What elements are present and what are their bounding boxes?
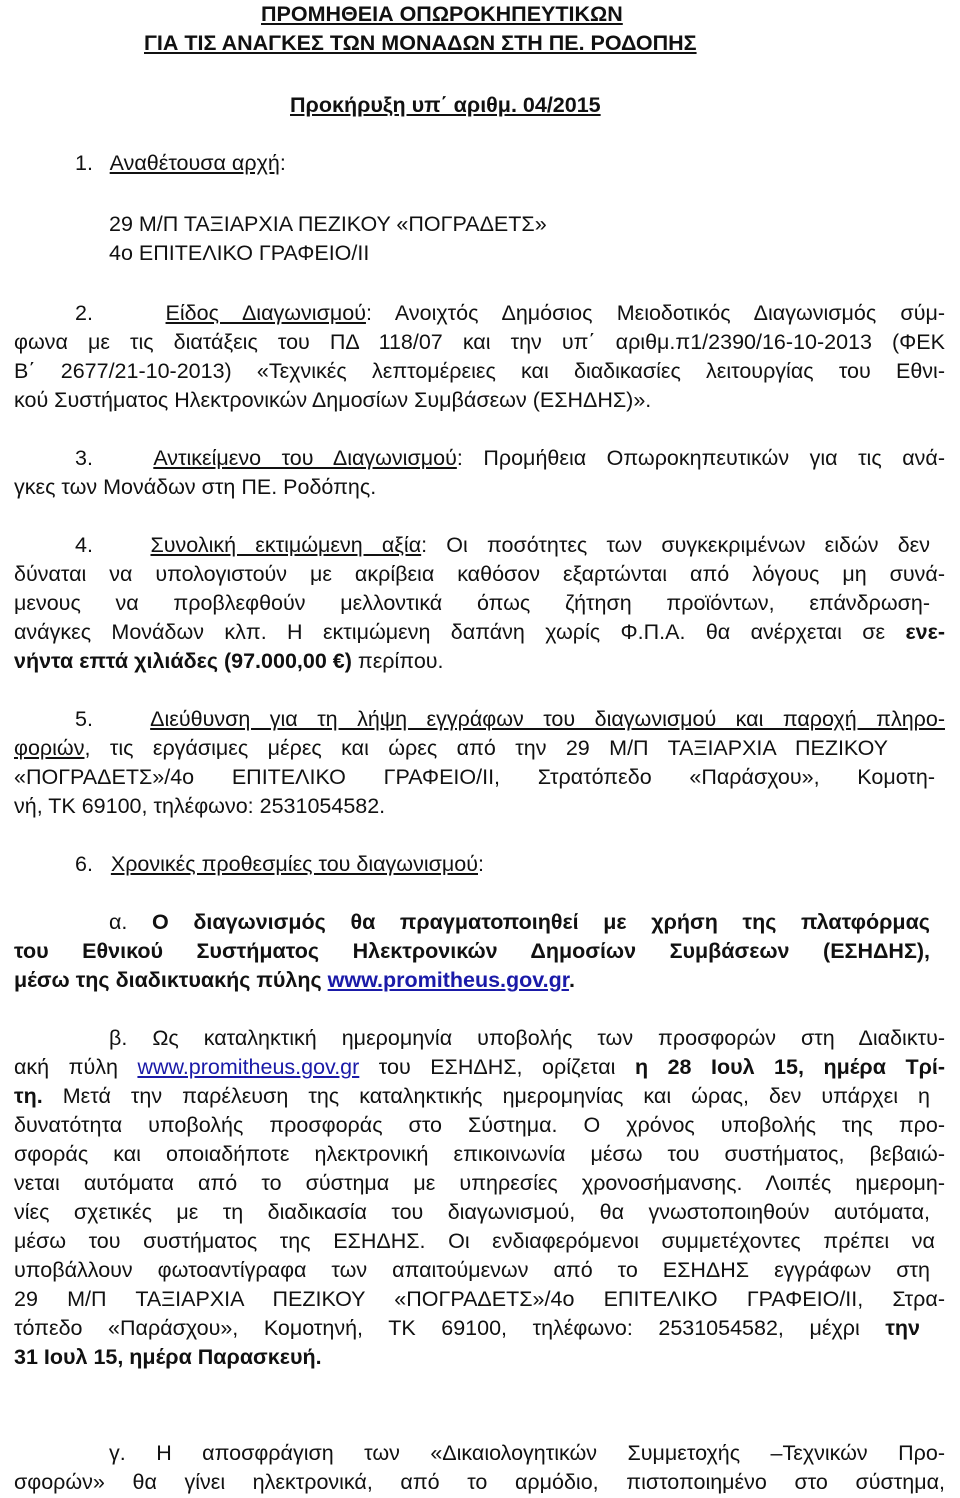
section-2-line3: Β΄ 2677/21-10-2013) «Τεχνικές λεπτομέρειες και διαδικασίες λειτουργίας του Εθνι- <box>14 359 945 383</box>
section-6b-line5: σφοράς και οποιαδήποτε ηλεκτρονική επικοινωνία μέσω του συστήματος, βεβαιώ- <box>14 1142 945 1166</box>
section-5-line4: νή, ΤΚ 69100, τηλέφωνο: 2531054582. <box>14 794 386 818</box>
section-5-heading-cont: φοριών <box>14 736 85 760</box>
section-6b-line8: μέσω του συστήματος της ΕΣΗΔΗΣ. Οι ενδιαφερόμενοι συμμετέχοντες πρέπει να <box>14 1229 935 1253</box>
section-4-line4 <box>14 619 945 645</box>
submission-date-start: την <box>885 1316 920 1340</box>
notice-number: Προκήρυξη υπ΄ αριθμ. 04/2015 <box>290 93 601 117</box>
section-5-heading: Διεύθυνση για τη λήψη εγγράφων του διαγωνισμού και παροχή πληρο- <box>150 707 945 731</box>
section-3-text: : Προμήθεια Οπωροκηπευτικών για τις ανά- <box>456 446 945 470</box>
section-1-heading: Αναθέτουσα αρχή <box>109 151 280 175</box>
section-4-heading: Συνολική εκτιμώμενη αξία <box>150 533 422 557</box>
section-6c-line1 <box>109 1440 945 1466</box>
section-2-heading: Είδος Διαγωνισμού <box>165 301 366 325</box>
section-6a-label: α. <box>109 910 128 934</box>
authority-office: 4ο ΕΠΙΤΕΛΙΚΟ ΓΡΑΦΕΙΟ/ΙΙ <box>109 241 370 265</box>
section-4-amount: νήντα επτά χιλιάδες (97.000,00 €) <box>14 649 352 673</box>
section-6b-line6: νεται αυτόματα από το σύστημα με υπηρεσίες χρονοσήμανσης. Λοιπές ημερομη- <box>14 1171 945 1195</box>
section-3-line2: γκες των Μονάδων στη ΠΕ. Ροδόπης. <box>14 475 377 499</box>
section-5-text: , τις εργάσιμες μέρες και ώρες από την 29 Μ/Π ΤΑΞΙΑΡΧΙΑ ΠΕΖΙΚΟΥ <box>84 736 888 760</box>
section-6b-line10: 29 Μ/Π ΤΑΞΙΑΡΧΙΑ ΠΕΖΙΚΟΥ «ΠΟΓΡΑΔΕΤΣ»/4ο ΕΠΙΤΕΛΙΚΟ ΓΡΑΦΕΙΟ/ΙΙ, Στρα- <box>14 1287 945 1311</box>
section-6-number: 6. <box>75 852 93 876</box>
section-6b-text2b: του ΕΣΗΔΗΣ, ορίζεται <box>359 1055 635 1079</box>
section-6a-text1: Ο διαγωνισμός θα πραγματοποιηθεί με χρήση της πλατφόρμας <box>152 910 930 934</box>
section-5-line2 <box>14 735 888 761</box>
section-6a-line2: του Εθνικού Συστήματος Ηλεκτρονικών Δημοσίων Συμβάσεων (ΕΣΗΔΗΣ), <box>14 939 930 963</box>
section-3-number: 3. <box>75 446 93 470</box>
promitheus-link-bold[interactable]: www.promitheus.gov.gr <box>327 968 569 992</box>
section-6a-text3: μέσω της διαδικτυακής πύλης <box>14 968 328 992</box>
section-6b-text11: τόπεδο «Παράσχου», Κομοτηνή, ΤΚ 69100, τηλέφωνο: 2531054582, μέχρι <box>14 1316 886 1340</box>
authority-name: 29 Μ/Π ΤΑΞΙΑΡΧΙΑ ΠΕΖΙΚΟΥ «ΠΟΓΡΑΔΕΤΣ» <box>109 212 547 236</box>
section-6-heading: Χρονικές προθεσμίες του διαγωνισμού <box>110 852 478 876</box>
section-6c-label: γ. <box>109 1441 126 1465</box>
section-1-colon: : <box>279 151 286 175</box>
section-6b-line9: υποβάλλουν φωτοαντίγραφα των απαιτούμενων από το ΕΣΗΔΗΣ εγγράφων στη <box>14 1258 930 1282</box>
promitheus-link[interactable]: www.promitheus.gov.gr <box>137 1055 360 1079</box>
section-6a-line1 <box>109 909 930 935</box>
section-2-line2: φωνα με τις διατάξεις του ΠΔ 118/07 και την υπ΄ αριθμ.π1/2390/16-10-2013 (ΦΕΚ <box>14 330 945 354</box>
section-3-heading: Αντικείμενο του Διαγωνισμού <box>153 446 457 470</box>
section-6b-line11 <box>14 1315 920 1341</box>
section-6b-line2 <box>14 1054 945 1080</box>
section-6b-text3: Μετά την παρέλευση της καταληκτικής ημερομηνίας και ώρας, δεν υπάρχει η <box>42 1084 930 1108</box>
section-4-line5 <box>14 648 444 674</box>
section-6-colon: : <box>478 852 484 876</box>
section-6 <box>75 851 484 877</box>
section-6b-text2a: ακή πύλη <box>14 1055 138 1079</box>
section-5-line3: «ΠΟΓΡΑΔΕΤΣ»/4ο ΕΠΙΤΕΛΙΚΟ ΓΡΑΦΕΙΟ/ΙΙ, Στρατόπεδο «Παράσχου», Κομοτη- <box>14 765 935 789</box>
section-6b-line7: νίες σχετικές με τη διαδικασία του διαγωνισμού, θα γνωστοποιηθούν αυτόματα, <box>14 1200 930 1224</box>
section-6b-line12: 31 Ιουλ 15, ημέρα Παρασκευή. <box>14 1345 322 1369</box>
section-4-text: : Οι ποσότητες των συγκεκριμένων ειδών δεν <box>421 533 931 557</box>
section-6b-text1: Ως καταληκτική ημερομηνία υποβολής των προσφορών στη Διαδικτυ- <box>152 1026 945 1050</box>
section-6b-line1 <box>109 1025 945 1051</box>
section-4-amount-start: ενε- <box>905 620 945 644</box>
deadline-date: η 28 Ιουλ 15, ημέρα Τρί- <box>634 1055 946 1079</box>
section-6c-text1: Η αποσφράγιση των «Δικαιολογητικών Συμμετοχής –Τεχνικών Προ- <box>156 1441 945 1465</box>
section-4-line4-text: ανάγκες Μονάδων κλπ. Η εκτιμώμενη δαπάνη χωρίς Φ.Π.Α. θα ανέρχεται σε <box>14 620 906 644</box>
doc-title-line1: ΠΡΟΜΗΘΕΙΑ ΟΠΩΡΟΚΗΠΕΥΤΙΚΩΝ <box>261 2 623 26</box>
section-2-number: 2. <box>75 301 93 325</box>
section-6b-line3 <box>14 1083 930 1109</box>
deadline-date-end: τη. <box>14 1084 43 1108</box>
section-2-line4: κού Συστήματος Ηλεκτρονικών Δημοσίων Συμβάσεων (ΕΣΗΔΗΣ)». <box>14 388 652 412</box>
section-6b-line4: δυνατότητα υποβολής προσφοράς στο Σύστημα. Ο χρόνος υποβολής της προ- <box>14 1113 945 1137</box>
section-2-text: : Ανοιχτός Δημόσιος Μειοδοτικός Διαγωνισμός σύμ- <box>365 301 946 325</box>
section-4-line3: μενους να προβλεφθούν μελλοντικά όπως ζήτηση προϊόντων, επάνδρωση- <box>14 591 930 615</box>
section-2-line1 <box>75 300 945 326</box>
section-4-line1 <box>75 532 930 558</box>
doc-title-line2: ΓΙΑ ΤΙΣ ΑΝΑΓΚΕΣ ΤΩΝ ΜΟΝΑΔΩΝ ΣΤΗ ΠΕ. ΡΟΔΟΠΗΣ <box>144 31 697 55</box>
section-3-line1 <box>75 445 945 471</box>
section-5-number: 5. <box>75 707 93 731</box>
section-4-number: 4. <box>75 533 93 557</box>
section-5-line1 <box>75 706 945 732</box>
section-6c-line2: σφορών» θα γίνει ηλεκτρονικά, από το αρμόδιο, πιστοποιημένο στο σύστημα, <box>14 1470 945 1494</box>
section-4-line5-text: περίπου. <box>351 649 444 673</box>
section-6a-line3 <box>14 967 575 993</box>
section-1-number: 1. <box>75 151 93 175</box>
section-6a-dot: . <box>568 968 575 992</box>
section-1 <box>75 150 286 176</box>
section-6b-label: β. <box>109 1026 128 1050</box>
section-4-line2: δύναται να υπολογιστούν με ακρίβεια καθόσον εξαρτώνται από λόγους μη συνά- <box>14 562 945 586</box>
